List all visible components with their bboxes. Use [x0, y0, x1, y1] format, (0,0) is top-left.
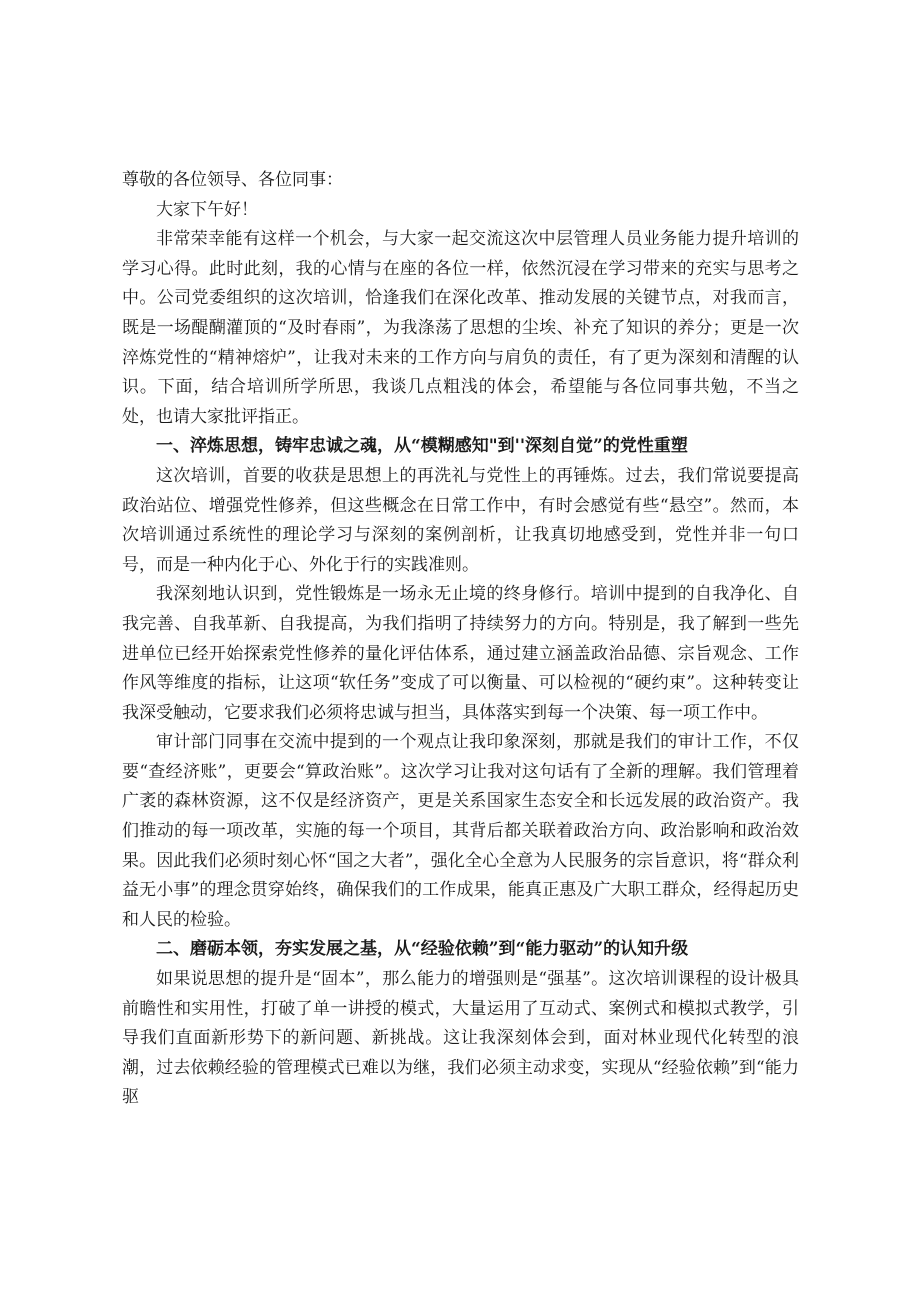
greeting: 大家下午好！ — [156, 199, 258, 220]
salutation: 尊敬的各位领导、各位同事： — [122, 170, 343, 190]
section-1-paragraph-2: 我深刻地认识到，党性锻炼是一场永无止境的终身修行。培训中提到的自我净化、自我完善、自我革新、自我提高，为我们指明了持续努力的方向。特别是，我了解到一些先进单位已经开始探索党性修养的量化评估体系，通过建立涵盖政治品德、宗旨观念、工作作风等维度的指标，让这项“软任务”变成了可以衡量、可以检视的“硬约束”。这种转变让我深受触动，它要求我们必须将忠诚与担当，具体落实到每一个决策、每一项工作中。 — [122, 584, 799, 723]
section-2-heading: 二、磨砺本领，夯实发展之基，从“经验依赖”到“能力驱动”的认知升级 — [156, 939, 689, 960]
section-1-heading: 一、淬炼思想，铸牢忠诚之魂，从“模糊感知"到''深刻自觉”的党性重塑 — [156, 436, 688, 457]
document-body — [122, 166, 799, 1113]
section-2-paragraph-1: 如果说思想的提升是“固本”，那么能力的增强则是“强基”。这次培训课程的设计极具前瞻性和实用性，打破了单一讲授的模式，大量运用了互动式、案例式和模拟式教学，引导我们直面新形势下的新问题、新挑战。这让我深刻体会到，面对林业现代化转型的浪潮，过去依赖经验的管理模式已难以为继，我们必须主动求变，实现从“经验依赖”到“能力驱 — [122, 969, 799, 1108]
section-1-paragraph-1: 这次培训，首要的收获是思想上的再洗礼与党性上的再锤炼。过去，我们常说要提高政治站位、增强党性修养，但这些概念在日常工作中，有时会感觉有些“悬空”。然而，本次培训通过系统性的理论学习与深刻的案例剖析，让我真切地感受到，党性并非一句口号，而是一种内化于心、外化于行的实践准则。 — [122, 465, 799, 575]
section-1-paragraph-3: 审计部门同事在交流中提到的一个观点让我印象深刻，那就是我们的审计工作，不仅要“查经济账”，更要会“算政治账”。这次学习让我对这句话有了全新的理解。我们管理着广袤的森林资源，这不仅是经济资产，更是关系国家生态安全和长远发展的政治资产。我们推动的每一项改革，实施的每一个项目，其背后都关联着政治方向、政治影响和政治效果。因此我们必须时刻心怀“国之大者”，强化全心全意为人民服务的宗旨意识，将“群众利益无小事”的理念贯穿始终，确保我们的工作成果，能真正惠及广大职工群众，经得起历史和人民的检验。 — [122, 732, 799, 930]
intro-paragraph: 非常荣幸能有这样一个机会，与大家一起交流这次中层管理人员业务能力提升培训的学习心得。此时此刻，我的心情与在座的各位一样，依然沉浸在学习带来的充实与思考之中。公司党委组织的这次培训，恰逢我们在深化改革、推动发展的关键节点，对我而言，既是一场醍醐灌顶的“及时春雨”，为我涤荡了思想的尘埃、补充了知识的养分；更是一次淬炼党性的“精神熔炉”，让我对未来的工作方向与肩负的责任，有了更为深刻和清醒的认识。下面，结合培训所学所思，我谈几点粗浅的体会，希望能与各位同事共勉，不当之处，也请大家批评指正。 — [122, 229, 799, 427]
